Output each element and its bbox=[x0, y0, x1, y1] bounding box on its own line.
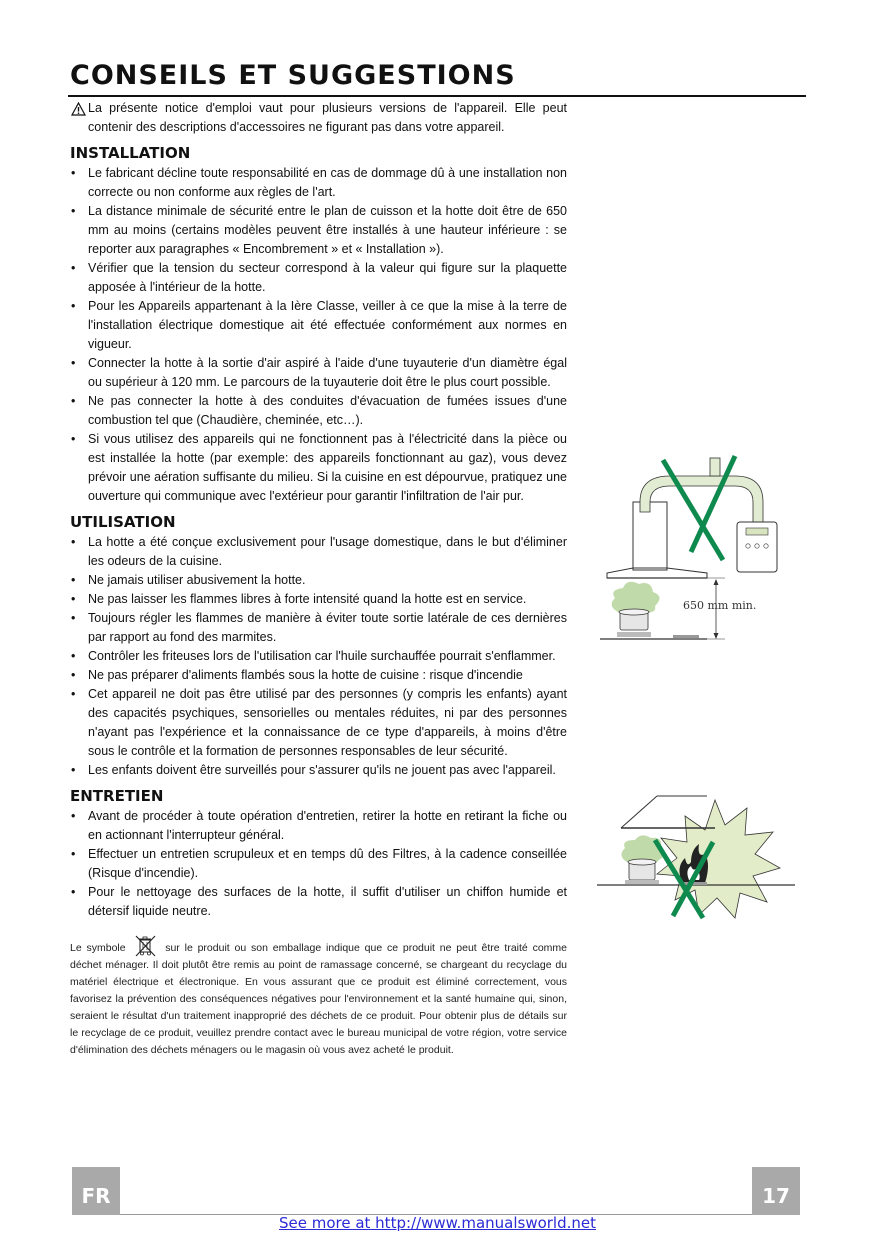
weee-notice bbox=[70, 935, 567, 1059]
notice bbox=[70, 99, 567, 137]
list-item: • Effectuer un entretien scrupuleux et en temps dû des Filtres, à la cadence conseillée (Risque d'incendie). bbox=[70, 845, 567, 883]
flame-warning-illustration bbox=[595, 790, 795, 920]
list-item: • Toujours régler les flammes de manière à éviter toute sortie latérale de ces dernières par rapport au fond des marmites. bbox=[70, 609, 567, 647]
chimney-hood bbox=[607, 502, 707, 578]
main-content bbox=[70, 99, 567, 921]
installation-title: INSTALLATION bbox=[70, 144, 191, 162]
weee-text-after: sur le produit ou son emballage indique que ce produit ne peut être traité comme déchet ménager. Il doit plutôt être remis au point de ramassage concerné, se chargeant du recyclage du matériel électrique et électronique. En vous assurant que ce produit est éliminé correctement, vous favorisez la prévention des conséquences négatives pour l'environnement et la santé humaine qui, sinon, seraient le résultat d'un traitement inapproprié des déchets de ce produit. Pour obtenir plus de détails sur le recyclage de ce produit, veuillez prendre contact avec le bureau municipal de votre région, votre service d'élimination des déchets ménagers ou le magasin où vous avez acheté le produit. bbox=[70, 942, 567, 1056]
list-item: • Cet appareil ne doit pas être utilisé par des personnes (y compris les enfants) ayant des capacités psychiques, sensorielles ou mentales réduites, ni par des personnes n'ayant pas l'expérience et la connaissance de ce type d'appareils, à moins d'être sous le contrôle et la formation de personnes responsables de leur sécurité. bbox=[70, 685, 567, 761]
boiler-unit bbox=[737, 522, 777, 572]
page-number: 17 bbox=[752, 1167, 800, 1215]
utilisation-title: UTILISATION bbox=[70, 513, 176, 531]
list-item: • Ne jamais utiliser abusivement la hotte. bbox=[70, 571, 567, 590]
list-item: • Pour le nettoyage des surfaces de la hotte, il suffit d'utiliser un chiffon humide et détersif liquide neutre. bbox=[70, 883, 567, 921]
notice-text: La présente notice d'emploi vaut pour plusieurs versions de l'appareil. Elle peut contenir des descriptions d'accessoires ne figurant pas dans votre appareil. bbox=[88, 101, 567, 134]
list-item: • Vérifier que la tension du secteur correspond à la valeur qui figure sur la plaquette apposée à l'intérieur de la hotte. bbox=[70, 259, 567, 297]
list-item: • Pour les Appareils appartenant à la Ière Classe, veiller à ce que la mise à la terre de l'installation électrique domestique ait été effectuée conformément aux normes en vigueur. bbox=[70, 297, 567, 354]
source-link[interactable]: See more at http://www.manualsworld.net bbox=[278, 1214, 597, 1232]
warning-triangle-icon bbox=[71, 102, 86, 116]
list-item: • Ne pas connecter la hotte à des conduites d'évacuation de fumées issues d'une combustion tel que (Chaudière, cheminée, etc…). bbox=[70, 392, 567, 430]
language-badge: FR bbox=[72, 1167, 120, 1215]
weee-text-before: Le symbole bbox=[70, 942, 126, 954]
cooking-pot bbox=[628, 859, 656, 880]
entretien-title: ENTRETIEN bbox=[70, 787, 164, 805]
title-rule bbox=[68, 95, 806, 97]
list-item: • Connecter la hotte à la sortie d'air aspiré à l'aide d'une tuyauterie d'un diamètre égal ou supérieur à 120 mm. Le parcours de la tuyauterie doit être le plus court possible. bbox=[70, 354, 567, 392]
installation-list bbox=[70, 164, 567, 506]
clearance-label: 650 mm min. bbox=[683, 599, 757, 612]
exhaust-pipe bbox=[640, 458, 763, 522]
list-item: • Le fabricant décline toute responsabilité en cas de dommage dû à une installation non correcte ou non conforme aux règles de l'art. bbox=[70, 164, 567, 202]
cooking-pot bbox=[619, 609, 649, 630]
list-item: • La distance minimale de sécurité entre le plan de cuisson et la hotte doit être de 650 mm au moins (certains modèles peuvent être installés à une hauteur inférieure : se reporter aux paragraphes « Encombrement » et « Installation »). bbox=[70, 202, 567, 259]
list-item: • La hotte a été conçue exclusivement pour l'usage domestique, dans le but d'éliminer les odeurs de la cuisine. bbox=[70, 533, 567, 571]
list-item: • Les enfants doivent être surveillés pour s'assurer qu'ils ne jouent pas avec l'appareil. bbox=[70, 761, 567, 780]
crossed-bin-icon bbox=[132, 935, 158, 957]
cooktop bbox=[600, 632, 707, 639]
entretien-list bbox=[70, 807, 567, 921]
list-item: • Avant de procéder à toute opération d'entretien, retirer la hotte en retirant la fiche ou en actionnant l'interrupteur général. bbox=[70, 807, 567, 845]
steam-cloud bbox=[612, 582, 660, 613]
page-title: CONSEILS ET SUGGESTIONS bbox=[70, 60, 516, 91]
utilisation-list bbox=[70, 533, 567, 780]
list-item: • Si vous utilisez des appareils qui ne fonctionnent pas à l'électricité dans la pièce ou est installée la hotte (par exemple: des appareils fonctionnant au gaz), vous devez prévoir une aération suffisante du milieu. Si la cuisine en est dépourvue, pratiquez une ouverture qui communique avec l'extérieur pour garantir l'infiltration de l'air pur. bbox=[70, 430, 567, 506]
list-item: • Ne pas laisser les flammes libres à forte intensité quand la hotte est en service. bbox=[70, 590, 567, 609]
list-item: • Contrôler les friteuses lors de l'utilisation car l'huile surchauffée pourrait s'enflammer. bbox=[70, 647, 567, 666]
hood-flue-warning-illustration bbox=[595, 450, 795, 645]
green-cross-mark bbox=[663, 456, 735, 560]
flame-burst bbox=[657, 800, 780, 918]
hood-canopy bbox=[621, 796, 715, 828]
list-item: • Ne pas préparer d'aliments flambés sous la hotte de cuisine : risque d'incendie bbox=[70, 666, 567, 685]
